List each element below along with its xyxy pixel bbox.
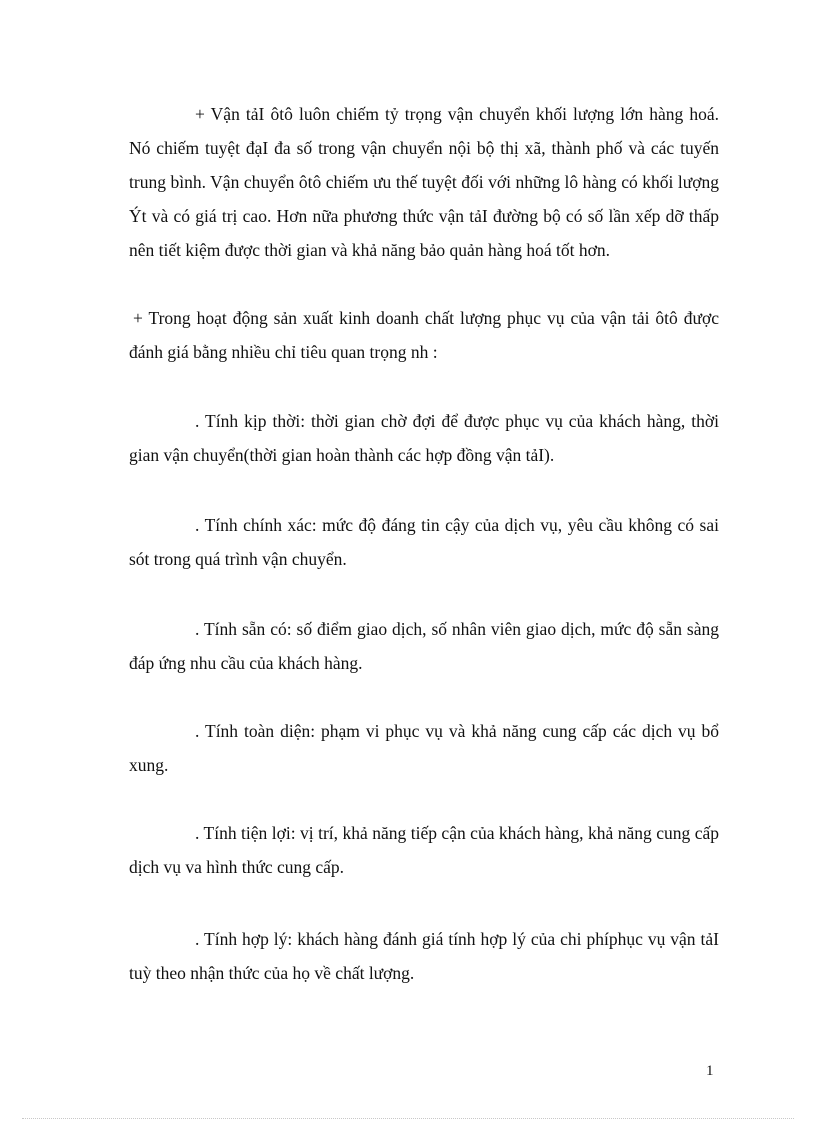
paragraph-timeliness: . Tính kịp thời: thời gian chờ đợi để được phục vụ của khách hàng, thời gian vận chuyển(thời gian hoàn thành các hợp đồng vận tảI). — [129, 411, 719, 465]
paragraph-quality-criteria-intro: + Trong hoạt động sản xuất kinh doanh chất lượng phục vụ của vận tải ôtô được đánh giá bằng nhiều chỉ tiêu quan trọng nh : — [129, 308, 719, 362]
paragraph-road-transport-share: + Vận tảI ôtô luôn chiếm tỷ trọng vận chuyển khối lượng lớn hàng hoá. Nó chiếm tuyệt đạI đa số trong vận chuyển nội bộ thị xã, thành phố và các tuyến trung bình. Vận chuyển ôtô chiếm ưu thế tuyệt đối với những lô hàng có khối lượng Ýt và có giá trị cao. Hơn nữa phương thức vận tảI đường bộ có số lần xếp dỡ thấp nên tiết kiệm được thời gian và khả năng bảo quản hàng hoá tốt hơn. — [129, 104, 719, 260]
paragraph-accuracy: . Tính chính xác: mức độ đáng tin cậy của dịch vụ, yêu cầu không có sai sót trong quá trình vận chuyển. — [129, 515, 719, 569]
page-number: 1 — [706, 1063, 714, 1079]
page-bottom-rule — [22, 1118, 794, 1119]
paragraph-availability: . Tính sẵn có: số điểm giao dịch, số nhân viên giao dịch, mức độ sẵn sàng đáp ứng nhu cầu của khách hàng. — [129, 619, 719, 673]
paragraph-comprehensiveness: . Tính toàn diện: phạm vi phục vụ và khả năng cung cấp các dịch vụ bổ xung. — [129, 721, 719, 775]
paragraph-convenience: . Tính tiện lợi: vị trí, khả năng tiếp cận của khách hàng, khả năng cung cấp dịch vụ va hình thức cung cấp. — [129, 823, 719, 877]
paragraph-reasonableness: . Tính hợp lý: khách hàng đánh giá tính hợp lý của chi phíphục vụ vận tảI tuỳ theo nhận thức của họ về chất lượng. — [129, 929, 719, 983]
